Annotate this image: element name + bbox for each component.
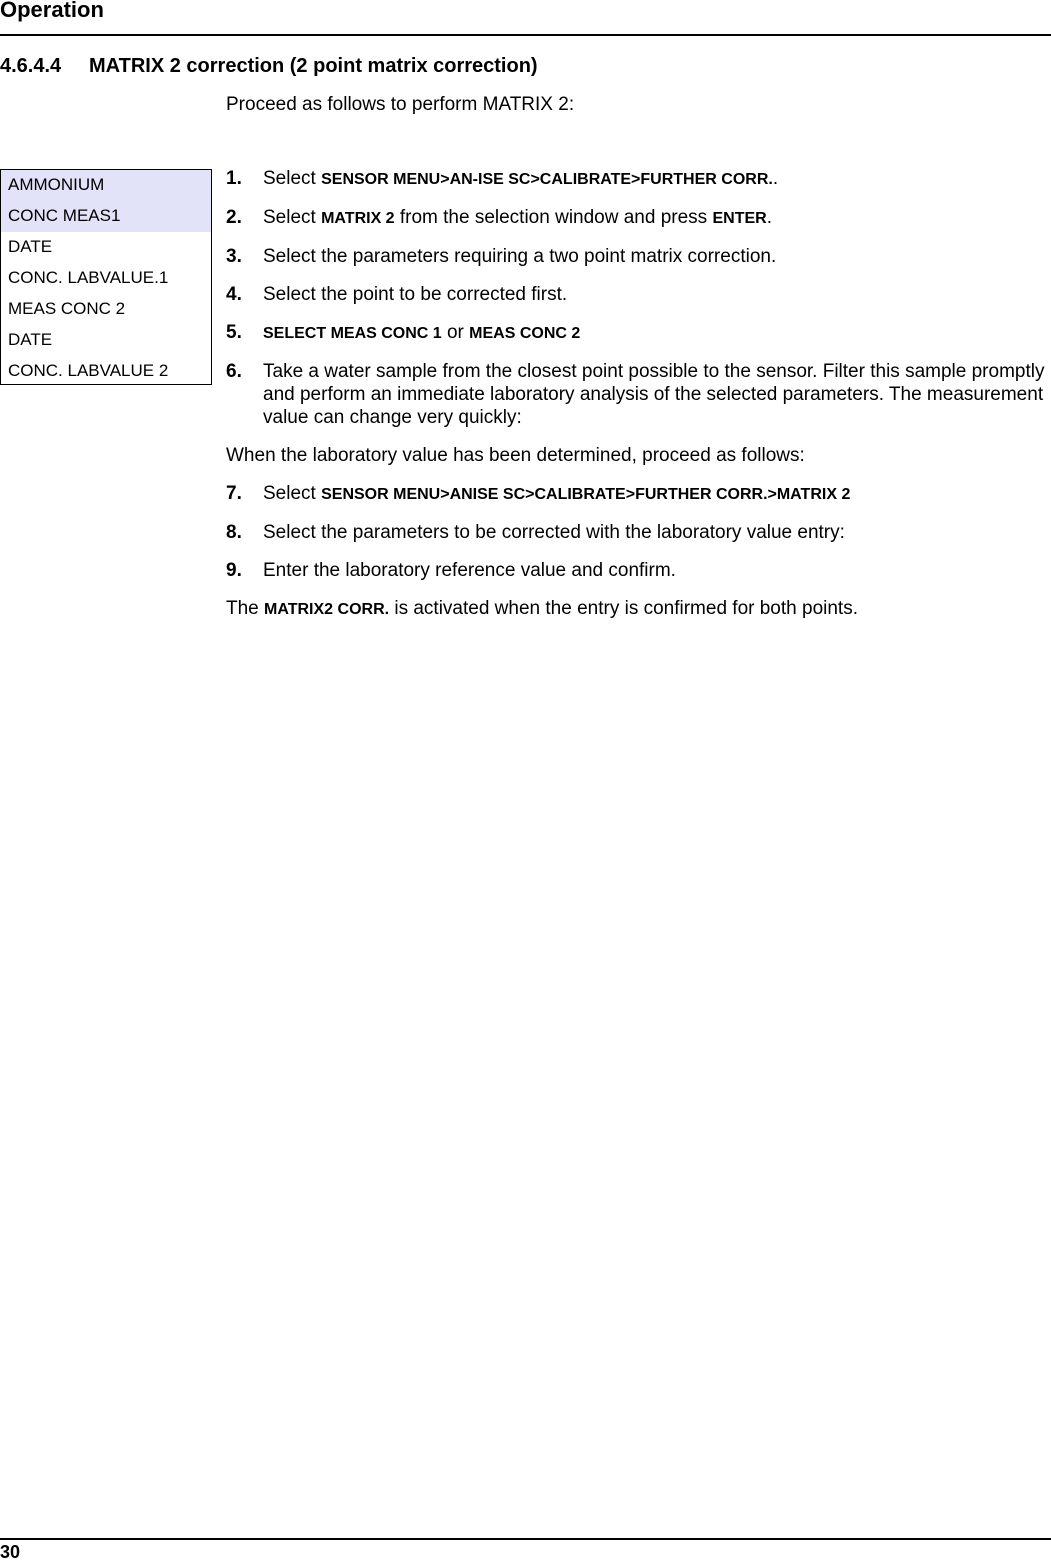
step-text-part: from the selection window and press — [394, 207, 713, 228]
section-title: MATRIX 2 correction (2 point matrix correction) — [89, 55, 538, 77]
step-text — [263, 167, 1046, 191]
menu-path: SENSOR MENU>AN-ISE SC>CALIBRATE>FURTHER CORR. — [321, 171, 773, 188]
step-text-part: . — [772, 168, 779, 189]
step-8 — [226, 521, 1046, 544]
menu-option: MEAS CONC 2 — [469, 325, 581, 342]
step-text: Select the parameters to be corrected with the laboratory value entry: — [263, 522, 845, 543]
step-1 — [226, 167, 1046, 191]
key-name: ENTER — [712, 210, 767, 227]
closing-text-part: The — [226, 598, 265, 619]
step-text-part: Select — [263, 483, 322, 504]
menu-item-conc-meas1: CONC MEAS1 — [1, 201, 211, 232]
page-number: 30 — [0, 1542, 21, 1562]
step-3 — [226, 245, 1046, 268]
step-number: 8. — [226, 522, 242, 543]
step-5 — [226, 321, 1046, 345]
menu-item-date-1: DATE — [8, 237, 53, 256]
step-text-part: or — [441, 322, 470, 343]
menu-item-conc-labvalue-2: CONC. LABVALUE 2 — [8, 361, 169, 380]
step-number: 4. — [226, 284, 242, 305]
section-heading — [0, 54, 538, 78]
section-number: 4.6.4.4 — [0, 55, 62, 77]
step-number: 2. — [226, 207, 242, 228]
step-9 — [226, 559, 1046, 582]
middle-paragraph: When the laboratory value has been determined, proceed as follows: — [226, 445, 805, 466]
intro-paragraph: Proceed as follows to perform MATRIX 2: — [226, 94, 575, 115]
menu-option: SELECT MEAS CONC 1 — [263, 325, 442, 342]
function-name: MATRIX2 CORR. — [264, 601, 390, 618]
step-number: 7. — [226, 483, 242, 504]
step-2 — [226, 206, 1046, 230]
header-rule — [0, 34, 1051, 36]
step-7 — [226, 482, 1046, 506]
step-text — [263, 482, 1046, 506]
step-text: Select the point to be corrected first. — [263, 284, 568, 305]
footer-rule — [0, 1538, 1051, 1540]
step-text-part: Select — [263, 168, 322, 189]
step-text: Select the parameters requiring a two point matrix correction. — [263, 246, 777, 267]
menu-item-meas-conc-2: MEAS CONC 2 — [8, 299, 126, 318]
closing-text-part: is activated when the entry is confirmed for both points. — [389, 598, 858, 619]
menu-option: MATRIX 2 — [321, 210, 395, 227]
closing-paragraph — [226, 597, 1046, 621]
menu-path: SENSOR MENU>ANISE SC>CALIBRATE>FURTHER CORR.>MATRIX 2 — [321, 486, 851, 503]
page-header-title: Operation — [0, 0, 104, 22]
step-text: Enter the laboratory reference value and confirm. — [263, 560, 676, 581]
menu-item-ammonium: AMMONIUM — [1, 170, 211, 201]
step-number: 5. — [226, 322, 242, 343]
procedure-steps — [226, 167, 1046, 636]
step-text-part: . — [766, 207, 772, 228]
menu-item-conc-labvalue-1: CONC. LABVALUE.1 — [8, 268, 169, 287]
step-number: 1. — [226, 168, 242, 189]
step-number: 3. — [226, 246, 242, 267]
step-text — [263, 206, 1046, 230]
step-number: 9. — [226, 560, 242, 581]
step-number: 6. — [226, 361, 242, 382]
menu-item-date-2: DATE — [8, 330, 53, 349]
step-4 — [226, 283, 1046, 306]
step-text: Take a water sample from the closest point possible to the sensor. Filter this sample promptly and perform an immediate laboratory analysis of the selected parameters. The measurement value can change very quickly: — [263, 361, 1045, 428]
step-6 — [226, 360, 1046, 429]
step-text — [263, 321, 1046, 345]
step-text-part: Select — [263, 207, 322, 228]
menu-display — [0, 169, 212, 385]
